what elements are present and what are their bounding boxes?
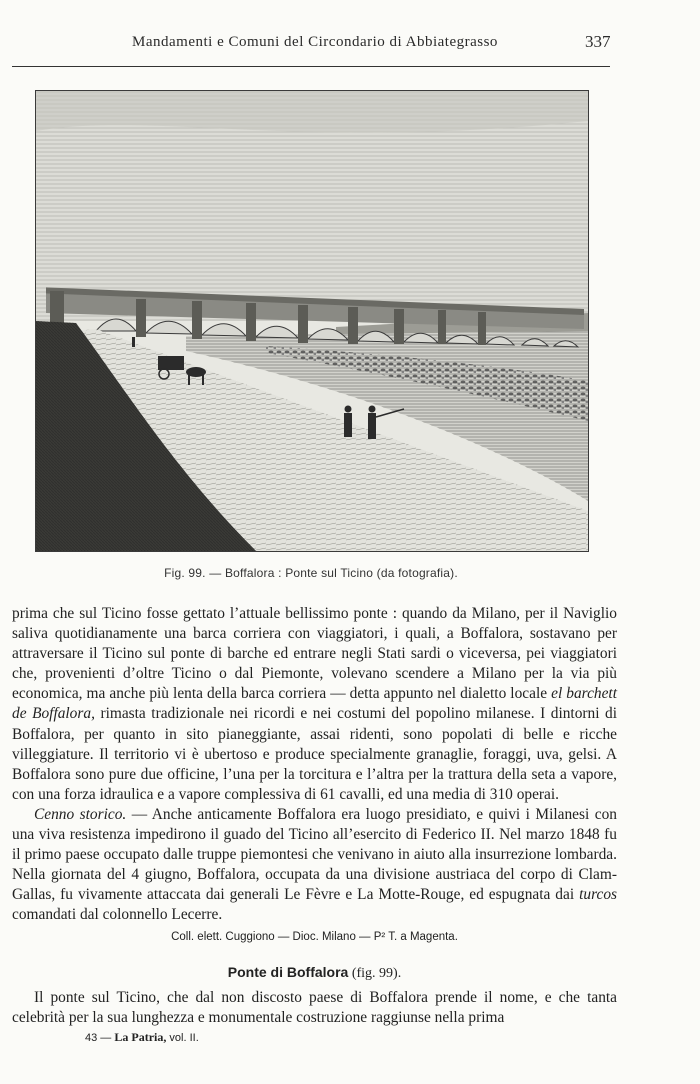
running-head: Mandamenti e Comuni del Circondario di Abbiategrasso — [132, 34, 498, 50]
paragraph-cenno-storico: Cenno storico. — Anche anticamente Boffalora era luogo presidiato, e quivi i Milanesi con una viva resistenza impedirono il guado del Ticino all’esercito di Federico II. Nel marzo 1848 fu il primo paese occupato dalle truppe piemontesi che venivano in aiuto alla insurrezione lombarda. Nella giornata del 4 giugno, Boffalora, occupata da una divisione austriaca del corpo di Clam-Gallas, fu vivamente attaccata dai generali Le Fèvre e La Motte-Rouge, ed espugnata dai turcos comandati dal colonnello Lecerre. — [12, 805, 617, 924]
figure-caption: Fig. 99. — Boffalora : Ponte sul Ticino (da fotografia). — [164, 566, 458, 580]
figure-reference: (fig. 99). — [348, 965, 402, 981]
paragraph-1: prima che sul Ticino fosse gettato l’attuale bellissimo ponte : quando da Milano, per il Naviglio saliva quotidianamente una barca corriera con viaggiatori, i quali, a Boffalora, sostavano per attraversare il Ticino sul ponte di barche ed entrare negli Stati sardi o viceversa, pei viaggiatori che, provenienti d’oltre Ticino o dal Piemonte, volevano scendere a Milano per la via più economica, ma anche più lenta della barca corriera — detta appunto nel dialetto locale el barchett de Boffalora, rimasta tradizionale nei ricordi e nei costumi del popolino milanese. I dintorni di Boffalora, per quanto in sito pianeggiante, assai ridenti, sono popolati di belle e ricche villeggiature. Il territorio vi è ubertoso e produce specialmente granaglie, foraggi, uva, gelsi. A Boffalora sono pure due officine, l’una per la torcitura e l’altra per la trattura della seta a vapore, con una forza idraulica e a vapore complessiva di 61 cavalli, ed una media di 310 operai. — [12, 605, 617, 803]
cenno-storico-label: Cenno storico. — [34, 805, 127, 823]
turcos-term: turcos — [579, 886, 617, 904]
section-title: Ponte di Boffalora (fig. 99). — [227, 963, 402, 981]
bridge-engraving — [36, 91, 588, 551]
page-header — [0, 30, 700, 58]
paragraph-ponte: Il ponte sul Ticino, che dal non discosto paese di Boffalora prende il nome, e che tanta celebrità per la sua lunghezza e monumentale costruzione raggiunse nella prima — [12, 988, 617, 1026]
header-rule — [12, 66, 610, 67]
main-text — [12, 604, 617, 1028]
volume-label: vol. II. — [166, 1032, 199, 1044]
page-footer — [85, 1030, 199, 1045]
page-number: 337 — [585, 32, 611, 51]
sheet-number: 43 — — [85, 1032, 115, 1044]
publication-title: La Patria, — [114, 1030, 167, 1044]
administrative-credits: Coll. elett. Cuggiono — Dioc. Milano — P² T. a Magenta. — [171, 930, 458, 943]
figure-engraving — [35, 90, 589, 552]
dialect-phrase: el barchett de Boffalora, — [12, 685, 617, 723]
